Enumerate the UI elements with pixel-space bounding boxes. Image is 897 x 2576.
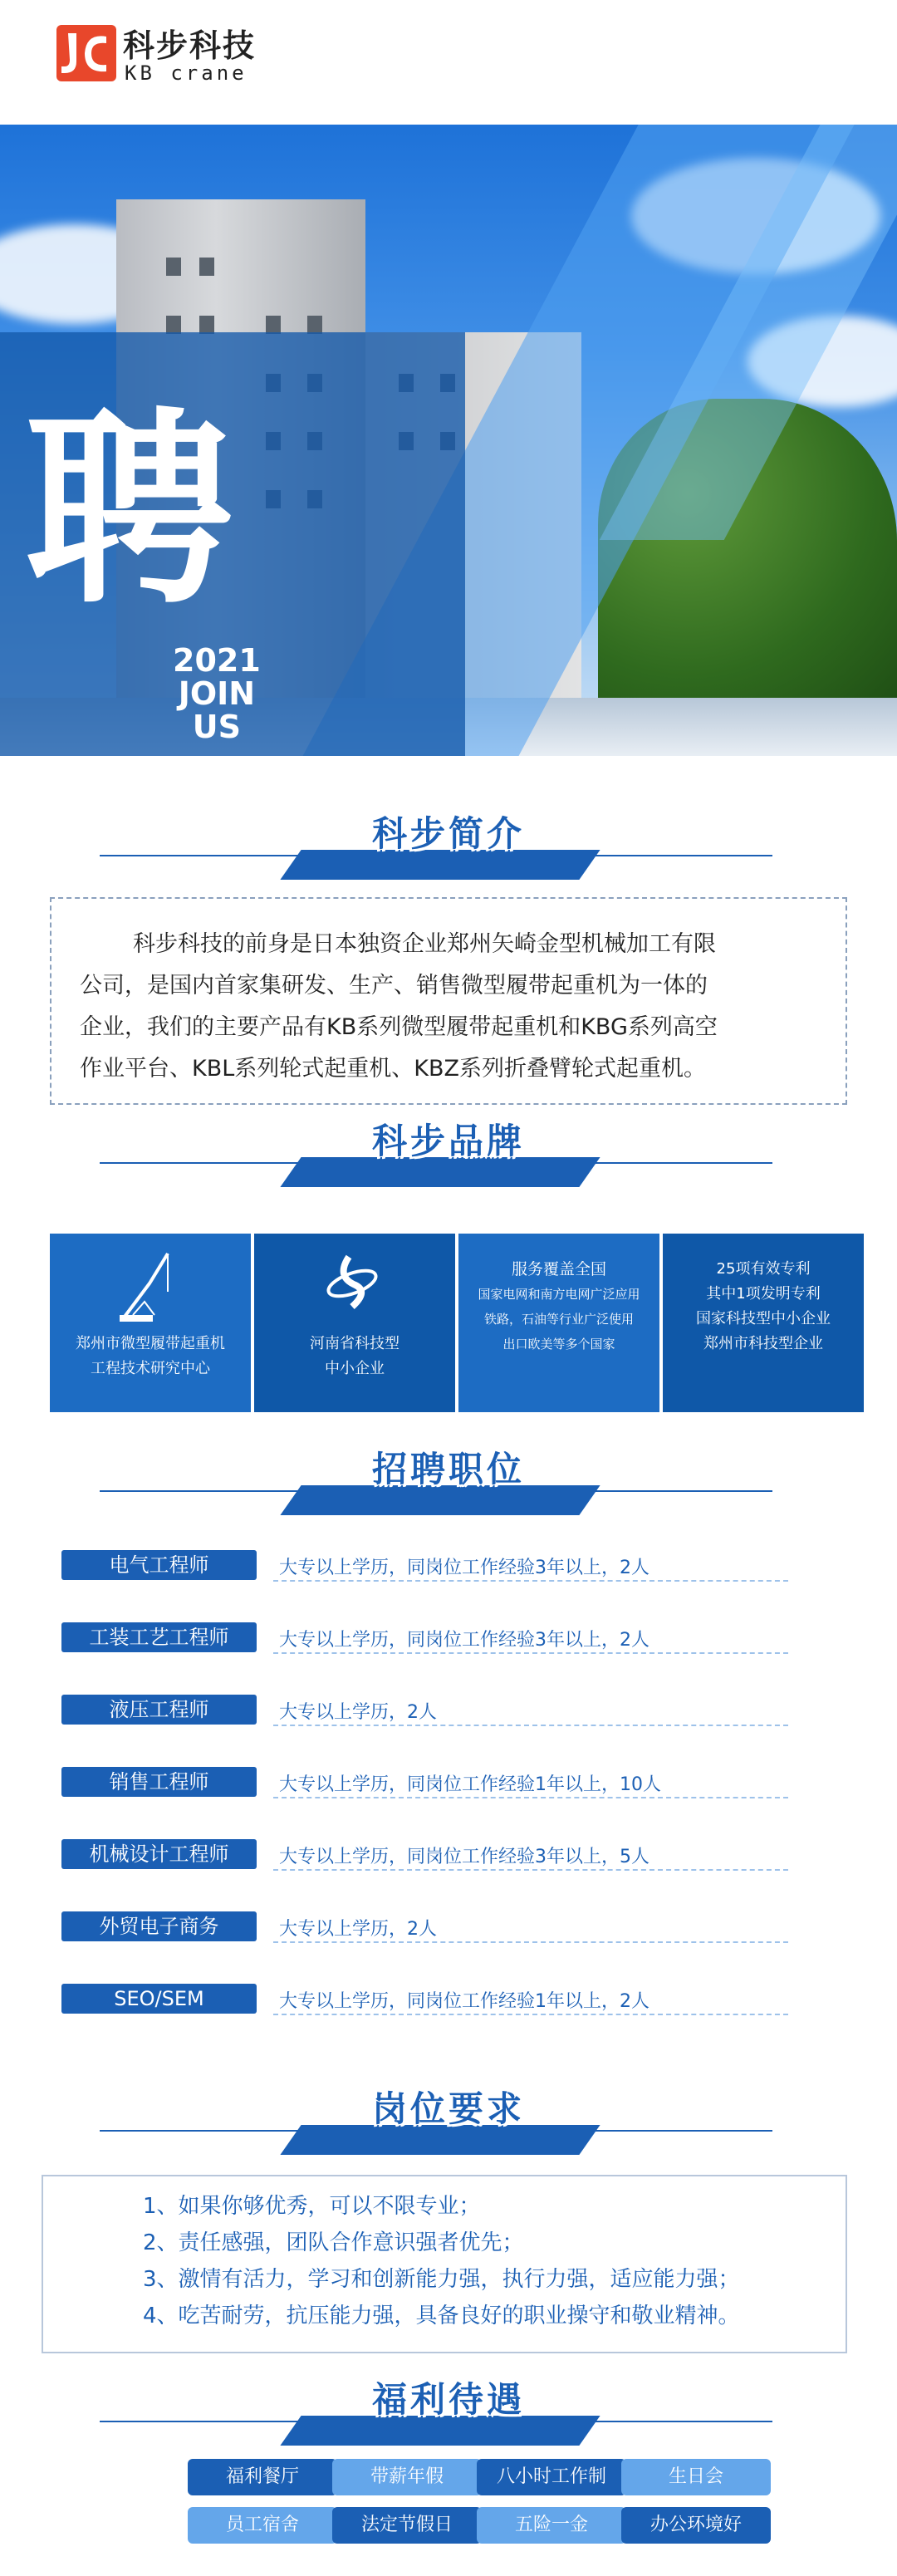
job-row bbox=[61, 1767, 784, 1800]
requirement-item: 3、激情有活力，学习和创新能力强，执行力强，适应能力强； bbox=[143, 2267, 740, 2292]
requirement-item: 4、吃苦耐劳，抗压能力强，具备良好的职业操守和敬业精神。 bbox=[143, 2304, 740, 2328]
company-logo-icon bbox=[56, 25, 116, 81]
requirement-item: 2、责任感强，团队合作意识强者优先； bbox=[143, 2230, 524, 2255]
hiring-char: 聘 bbox=[25, 390, 233, 631]
requirement-item: 1、如果你够优秀，可以不限专业； bbox=[143, 2194, 481, 2219]
job-desc: 大专以上学历，同岗位工作经验3年以上，2人 bbox=[279, 1558, 649, 1578]
brand-cell: 郑州市微型履带起重机 工程技术研究中心 bbox=[50, 1234, 251, 1412]
job-title: 销售工程师 bbox=[61, 1767, 257, 1797]
job-title: 工装工艺工程师 bbox=[61, 1622, 257, 1652]
job-title: 电气工程师 bbox=[61, 1550, 257, 1580]
job-desc: 大专以上学历，2人 bbox=[279, 1702, 437, 1723]
benefit-tag: 生日会 bbox=[621, 2459, 771, 2495]
job-row bbox=[61, 1984, 784, 2017]
job-row bbox=[61, 1911, 784, 1945]
tech-logo-icon bbox=[319, 1252, 385, 1310]
benefit-tag: 法定节假日 bbox=[332, 2507, 482, 2544]
job-row bbox=[61, 1622, 784, 1656]
job-title: 机械设计工程师 bbox=[61, 1839, 257, 1869]
section-title-jobs: 招聘职位 bbox=[0, 1445, 897, 1520]
benefit-tag: 五险一金 bbox=[477, 2507, 626, 2544]
join-us-text: 2021 JOIN US bbox=[173, 642, 261, 745]
section-title-benefits: 福利待遇 bbox=[0, 2376, 897, 2451]
requirements-list bbox=[42, 2175, 847, 2353]
job-desc: 大专以上学历，2人 bbox=[279, 1919, 437, 1940]
job-desc: 大专以上学历，同岗位工作经验3年以上，2人 bbox=[279, 1630, 649, 1651]
job-desc: 大专以上学历，同岗位工作经验1年以上，10人 bbox=[279, 1774, 661, 1795]
crane-icon bbox=[116, 1250, 174, 1325]
benefit-tag: 福利餐厅 bbox=[188, 2459, 337, 2495]
job-title: 液压工程师 bbox=[61, 1695, 257, 1725]
section-title-brand: 科步品牌 bbox=[0, 1117, 897, 1192]
brand-cell: 河南省科技型 中小企业 bbox=[254, 1234, 455, 1412]
benefit-tag: 带薪年假 bbox=[332, 2459, 482, 2495]
job-desc: 大专以上学历，同岗位工作经验1年以上，2人 bbox=[279, 1991, 649, 2012]
company-intro: 科步科技的前身是日本独资企业郑州矢崎金型机械加工有限 公司，是国内首家集研发、生产、销售微型履带起重机为一体的 企业，我们的主要产品有KB系列微型履带起重机和KBG系列高空 作业平台、KBL系列轮式起重机、KBZ系列折叠臂轮式起重机。 bbox=[50, 897, 847, 1105]
brand-name-cn: 科步科技 bbox=[123, 27, 257, 64]
benefit-tag: 办公环境好 bbox=[621, 2507, 771, 2544]
brand-name-en: KB crane bbox=[125, 61, 248, 85]
brand-cell: 25项有效专利 其中1项发明专利 国家科技型中小企业 郑州市科技型企业 bbox=[663, 1234, 864, 1412]
job-desc: 大专以上学历，同岗位工作经验3年以上，5人 bbox=[279, 1847, 649, 1867]
section-title-requirements: 岗位要求 bbox=[0, 2085, 897, 2160]
job-row bbox=[61, 1695, 784, 1728]
job-row bbox=[61, 1550, 784, 1583]
job-title: SEO/SEM bbox=[61, 1984, 257, 2014]
hero-banner bbox=[0, 125, 897, 756]
benefit-tag: 员工宿舍 bbox=[188, 2507, 337, 2544]
brand-cell: 服务覆盖全国 国家电网和南方电网广泛应用 铁路，石油等行业广泛使用 出口欧美等多个国家 bbox=[458, 1234, 659, 1412]
section-title-intro: 科步简介 bbox=[0, 810, 897, 885]
job-title: 外贸电子商务 bbox=[61, 1911, 257, 1941]
benefit-tag: 八小时工作制 bbox=[477, 2459, 626, 2495]
job-row bbox=[61, 1839, 784, 1872]
brand-grid bbox=[50, 1234, 864, 1412]
